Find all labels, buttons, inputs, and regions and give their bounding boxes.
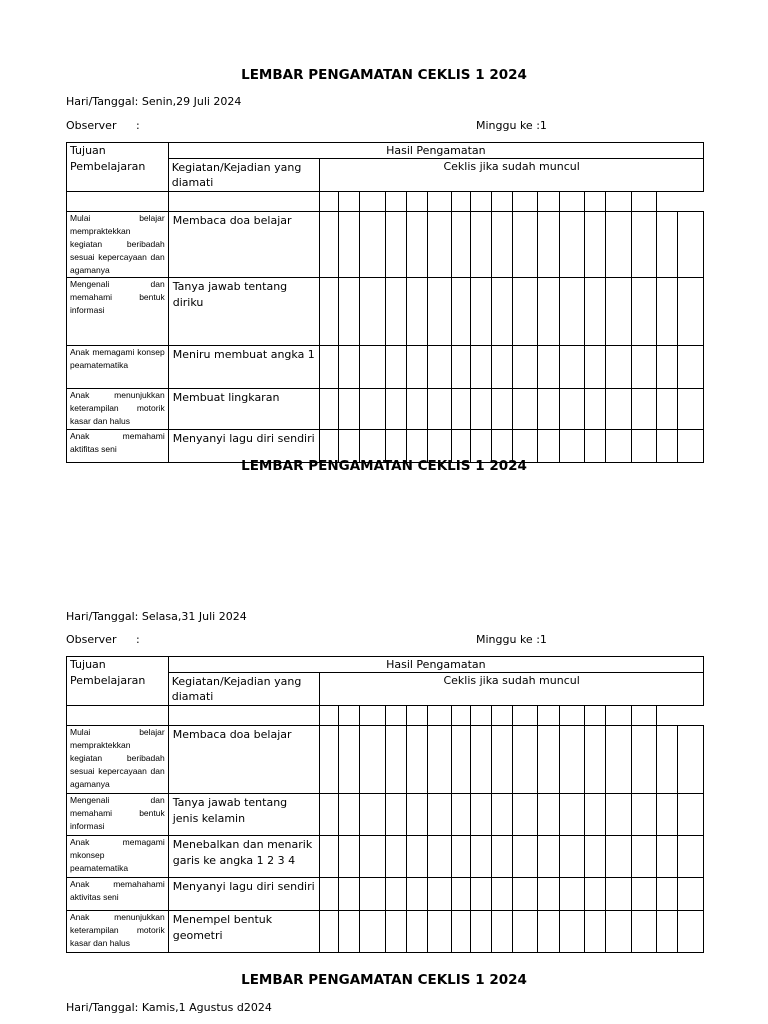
activity-header: Kegiatan/Kejadian yang diamati xyxy=(168,673,320,706)
check-cell[interactable] xyxy=(585,389,606,430)
check-cell[interactable] xyxy=(606,836,631,878)
check-cell[interactable] xyxy=(320,878,339,911)
check-cell[interactable] xyxy=(320,726,339,794)
check-cell[interactable] xyxy=(678,794,704,836)
check-cell[interactable] xyxy=(451,389,470,430)
check-cell[interactable] xyxy=(451,726,470,794)
check-cell[interactable] xyxy=(559,911,584,953)
activity-cell: Membuat lingkaran xyxy=(168,389,320,430)
check-cell[interactable] xyxy=(339,346,360,389)
check-cell[interactable] xyxy=(470,278,491,346)
check-cell[interactable] xyxy=(339,794,360,836)
check-cell[interactable] xyxy=(407,836,428,878)
checkbox-header-cell xyxy=(606,192,631,212)
checkbox-header-cell xyxy=(538,706,559,726)
check-cell[interactable] xyxy=(470,911,491,953)
check-cell[interactable] xyxy=(385,278,406,346)
sheet-2-date: Hari/Tanggal: Selasa,31 Juli 2024 xyxy=(66,610,247,623)
check-cell[interactable] xyxy=(407,389,428,430)
check-cell[interactable] xyxy=(385,212,406,278)
sheet-1-date: Hari/Tanggal: Senin,29 Juli 2024 xyxy=(66,95,242,108)
check-cell[interactable] xyxy=(491,346,512,389)
check-cell[interactable] xyxy=(559,836,584,878)
goal-cell: Anak memagami mkonsep peamatematika xyxy=(67,836,169,878)
check-cell[interactable] xyxy=(678,212,704,278)
checkbox-header-cell xyxy=(631,192,656,212)
check-cell[interactable] xyxy=(585,212,606,278)
check-cell[interactable] xyxy=(360,836,385,878)
goal-cell: Anak menunjukkan keterampilan motorik kasar dan halus xyxy=(67,389,169,430)
check-cell[interactable] xyxy=(320,836,339,878)
check-cell[interactable] xyxy=(339,836,360,878)
check-cell[interactable] xyxy=(585,878,606,911)
checkbox-header-cell xyxy=(451,192,470,212)
activity-cell: Membaca doa belajar xyxy=(168,726,320,794)
check-cell[interactable] xyxy=(606,878,631,911)
check-cell[interactable] xyxy=(491,389,512,430)
check-cell[interactable] xyxy=(339,726,360,794)
check-cell[interactable] xyxy=(585,911,606,953)
check-cell[interactable] xyxy=(678,836,704,878)
check-cell[interactable] xyxy=(559,278,584,346)
result-header: Hasil Pengamatan xyxy=(168,143,703,159)
check-cell[interactable] xyxy=(470,726,491,794)
check-cell[interactable] xyxy=(585,794,606,836)
checkbox-header-cell xyxy=(360,192,385,212)
table-row xyxy=(67,836,704,878)
check-cell[interactable] xyxy=(606,278,631,346)
checkbox-header-cell xyxy=(451,706,470,726)
check-cell[interactable] xyxy=(428,726,451,794)
check-cell[interactable] xyxy=(657,389,678,430)
checkbox-header-cell xyxy=(320,192,339,212)
check-cell[interactable] xyxy=(470,346,491,389)
goal-cell: Anak memagami konsep peamatematika xyxy=(67,346,169,389)
goal-cell: Anak memahahami aktivitas seni xyxy=(67,878,169,911)
check-cell[interactable] xyxy=(585,346,606,389)
result-header: Hasil Pengamatan xyxy=(168,657,703,673)
checkbox-header-cell xyxy=(428,192,451,212)
check-cell[interactable] xyxy=(491,726,512,794)
check-cell[interactable] xyxy=(451,278,470,346)
sheet-2-observer-line xyxy=(66,633,706,646)
check-cell[interactable] xyxy=(657,878,678,911)
check-cell[interactable] xyxy=(491,794,512,836)
check-cell[interactable] xyxy=(657,794,678,836)
check-cell[interactable] xyxy=(360,212,385,278)
check-cell[interactable] xyxy=(657,346,678,389)
checkbox-header-cell xyxy=(168,192,320,212)
check-cell[interactable] xyxy=(428,212,451,278)
week-label: Minggu ke :1 xyxy=(476,633,547,646)
check-cell[interactable] xyxy=(385,346,406,389)
check-cell[interactable] xyxy=(491,278,512,346)
check-cell[interactable] xyxy=(678,911,704,953)
check-cell[interactable] xyxy=(339,911,360,953)
checkbox-header-cell xyxy=(428,706,451,726)
check-cell[interactable] xyxy=(470,878,491,911)
check-cell[interactable] xyxy=(451,911,470,953)
check-cell[interactable] xyxy=(320,278,339,346)
check-cell[interactable] xyxy=(407,726,428,794)
check-cell[interactable] xyxy=(428,911,451,953)
check-cell[interactable] xyxy=(360,794,385,836)
check-cell[interactable] xyxy=(538,878,559,911)
table-row xyxy=(67,389,704,430)
check-cell[interactable] xyxy=(657,911,678,953)
checkbox-header-cell xyxy=(491,192,512,212)
checkbox-header-cell xyxy=(339,192,360,212)
sheet-2-table xyxy=(66,656,704,953)
check-cell[interactable] xyxy=(538,911,559,953)
check-cell[interactable] xyxy=(491,878,512,911)
check-cell[interactable] xyxy=(631,878,656,911)
check-cell[interactable] xyxy=(559,794,584,836)
check-cell[interactable] xyxy=(451,212,470,278)
checkbox-header-cell xyxy=(585,192,606,212)
check-cell[interactable] xyxy=(320,794,339,836)
check-cell[interactable] xyxy=(428,346,451,389)
check-cell[interactable] xyxy=(538,726,559,794)
sheet-1-observer-line xyxy=(66,119,706,132)
check-cell[interactable] xyxy=(407,212,428,278)
check-cell[interactable] xyxy=(538,389,559,430)
check-cell[interactable] xyxy=(320,911,339,953)
checkbox-header-cell xyxy=(407,192,428,212)
check-cell[interactable] xyxy=(320,389,339,430)
check-cell[interactable] xyxy=(491,836,512,878)
checkbox-header-cell xyxy=(513,192,538,212)
check-cell[interactable] xyxy=(678,726,704,794)
checkbox-header-cell xyxy=(470,192,491,212)
check-cell[interactable] xyxy=(606,389,631,430)
check-cell[interactable] xyxy=(385,726,406,794)
check-cell[interactable] xyxy=(631,212,656,278)
table-row xyxy=(67,212,704,278)
table-row xyxy=(67,878,704,911)
check-cell[interactable] xyxy=(585,278,606,346)
check-cell[interactable] xyxy=(657,278,678,346)
checkbox-header-cell xyxy=(538,192,559,212)
check-cell[interactable] xyxy=(470,794,491,836)
activity-cell: Menempel bentuk geometri xyxy=(168,911,320,953)
check-cell[interactable] xyxy=(606,346,631,389)
check-cell[interactable] xyxy=(491,212,512,278)
check-cell[interactable] xyxy=(451,794,470,836)
checkbox-header-cell xyxy=(470,706,491,726)
goal-cell: Anak menunjukkan keterampilan motorik kasar dan halus xyxy=(67,911,169,953)
check-cell[interactable] xyxy=(339,212,360,278)
check-cell[interactable] xyxy=(407,911,428,953)
check-cell[interactable] xyxy=(385,836,406,878)
check-cell[interactable] xyxy=(631,911,656,953)
check-cell[interactable] xyxy=(339,278,360,346)
activity-cell: Menyanyi lagu diri sendiri xyxy=(168,430,320,463)
check-cell[interactable] xyxy=(631,389,656,430)
check-cell[interactable] xyxy=(585,836,606,878)
goal-header: Tujuan Pembelajaran xyxy=(67,657,169,706)
check-cell[interactable] xyxy=(339,389,360,430)
check-cell[interactable] xyxy=(513,836,538,878)
check-cell[interactable] xyxy=(360,911,385,953)
check-cell[interactable] xyxy=(470,836,491,878)
check-cell[interactable] xyxy=(428,278,451,346)
check-cell[interactable] xyxy=(451,836,470,878)
check-cell[interactable] xyxy=(538,346,559,389)
check-cell[interactable] xyxy=(339,878,360,911)
check-cell[interactable] xyxy=(428,836,451,878)
check-cell[interactable] xyxy=(631,836,656,878)
check-cell[interactable] xyxy=(360,389,385,430)
check-cell[interactable] xyxy=(470,389,491,430)
check-cell[interactable] xyxy=(360,278,385,346)
check-cell[interactable] xyxy=(428,878,451,911)
check-cell[interactable] xyxy=(559,346,584,389)
goal-header: Tujuan Pembelajaran xyxy=(67,143,169,192)
check-cell[interactable] xyxy=(385,794,406,836)
check-cell[interactable] xyxy=(407,278,428,346)
activity-header: Kegiatan/Kejadian yang diamati xyxy=(168,159,320,192)
check-cell[interactable] xyxy=(320,346,339,389)
check-cell[interactable] xyxy=(631,346,656,389)
check-cell[interactable] xyxy=(585,726,606,794)
check-cell[interactable] xyxy=(513,346,538,389)
check-cell[interactable] xyxy=(385,878,406,911)
check-cell[interactable] xyxy=(360,346,385,389)
observer-label: Observer xyxy=(66,633,117,646)
check-cell[interactable] xyxy=(320,212,339,278)
check-cell[interactable] xyxy=(606,794,631,836)
check-cell[interactable] xyxy=(513,212,538,278)
checkbox-header-cell xyxy=(339,706,360,726)
table-row xyxy=(67,794,704,836)
table-row xyxy=(67,911,704,953)
check-cell[interactable] xyxy=(538,212,559,278)
checkbox-header-cell xyxy=(559,706,584,726)
checkbox-header-cell xyxy=(631,706,656,726)
check-cell[interactable] xyxy=(657,212,678,278)
check-cell[interactable] xyxy=(606,726,631,794)
checkbox-header-cell xyxy=(67,192,169,212)
goal-cell: Mengenali dan memahami bentuk informasi xyxy=(67,794,169,836)
checkbox-header-cell xyxy=(320,706,339,726)
check-cell[interactable] xyxy=(513,389,538,430)
goal-cell: Mulai belajar mempraktekkan kegiatan beribadah sesuai kepercayaan dan agamanya xyxy=(67,212,169,278)
check-cell[interactable] xyxy=(385,389,406,430)
check-cell[interactable] xyxy=(631,794,656,836)
check-cell[interactable] xyxy=(631,278,656,346)
check-cell[interactable] xyxy=(559,212,584,278)
check-cell[interactable] xyxy=(513,278,538,346)
sheet-2-title: LEMBAR PENGAMATAN CEKLIS 1 2024 xyxy=(241,458,527,474)
check-cell[interactable] xyxy=(491,911,512,953)
check-header: Ceklis jika sudah muncul xyxy=(320,673,704,706)
check-cell[interactable] xyxy=(559,389,584,430)
checkbox-header-cell xyxy=(67,706,169,726)
check-cell[interactable] xyxy=(538,836,559,878)
checkbox-header-cell xyxy=(585,706,606,726)
checkbox-header-cell xyxy=(360,706,385,726)
check-cell[interactable] xyxy=(360,726,385,794)
observer-colon: : xyxy=(136,119,140,132)
sheet-1-title: LEMBAR PENGAMATAN CEKLIS 1 2024 xyxy=(241,67,527,83)
check-cell[interactable] xyxy=(513,794,538,836)
check-cell[interactable] xyxy=(538,794,559,836)
check-cell[interactable] xyxy=(678,878,704,911)
sheet-3-date: Hari/Tanggal: Kamis,1 Agustus d2024 xyxy=(66,1001,272,1014)
check-cell[interactable] xyxy=(470,212,491,278)
check-cell[interactable] xyxy=(657,836,678,878)
table-row xyxy=(67,346,704,389)
check-cell[interactable] xyxy=(678,278,704,346)
table-row xyxy=(67,726,704,794)
sheet-3-title: LEMBAR PENGAMATAN CEKLIS 1 2024 xyxy=(241,972,527,988)
activity-cell: Tanya jawab tentang jenis kelamin xyxy=(168,794,320,836)
week-label: Minggu ke :1 xyxy=(476,119,547,132)
checkbox-header-cell xyxy=(385,706,406,726)
observer-label: Observer xyxy=(66,119,117,132)
checkbox-header-cell xyxy=(385,192,406,212)
observer-colon: : xyxy=(136,633,140,646)
checkbox-header-cell xyxy=(407,706,428,726)
checkbox-header-cell xyxy=(559,192,584,212)
check-cell[interactable] xyxy=(513,726,538,794)
check-header: Ceklis jika sudah muncul xyxy=(320,159,704,192)
check-cell[interactable] xyxy=(606,212,631,278)
checkbox-header-cell xyxy=(513,706,538,726)
activity-cell: Menebalkan dan menarik garis ke angka 1 2 3 4 xyxy=(168,836,320,878)
check-cell[interactable] xyxy=(657,726,678,794)
activity-cell: Tanya jawab tentang diriku xyxy=(168,278,320,346)
check-cell[interactable] xyxy=(428,794,451,836)
check-cell[interactable] xyxy=(559,726,584,794)
check-cell[interactable] xyxy=(407,346,428,389)
check-cell[interactable] xyxy=(513,878,538,911)
goal-cell: Mulai belajar mempraktekkan kegiatan beribadah sesuai kepercayaan dan agamanya xyxy=(67,726,169,794)
check-cell[interactable] xyxy=(451,346,470,389)
checkbox-header-cell xyxy=(491,706,512,726)
check-cell[interactable] xyxy=(360,878,385,911)
goal-cell: Mengenali dan memahami bentuk informasi xyxy=(67,278,169,346)
table-row xyxy=(67,278,704,346)
goal-cell: Anak memahami aktifitas seni xyxy=(67,430,169,463)
check-cell[interactable] xyxy=(385,911,406,953)
check-cell[interactable] xyxy=(559,878,584,911)
check-cell[interactable] xyxy=(538,278,559,346)
check-cell[interactable] xyxy=(513,911,538,953)
check-cell[interactable] xyxy=(451,878,470,911)
sheet-1-table xyxy=(66,142,704,463)
check-cell[interactable] xyxy=(407,878,428,911)
check-cell[interactable] xyxy=(428,389,451,430)
checkbox-header-cell xyxy=(168,706,320,726)
check-cell[interactable] xyxy=(606,911,631,953)
activity-cell: Membaca doa belajar xyxy=(168,212,320,278)
check-cell[interactable] xyxy=(407,794,428,836)
checkbox-header-cell xyxy=(606,706,631,726)
activity-cell: Meniru membuat angka 1 xyxy=(168,346,320,389)
check-cell[interactable] xyxy=(631,726,656,794)
check-cell[interactable] xyxy=(678,346,704,389)
activity-cell: Menyanyi lagu diri sendiri xyxy=(168,878,320,911)
check-cell[interactable] xyxy=(678,389,704,430)
